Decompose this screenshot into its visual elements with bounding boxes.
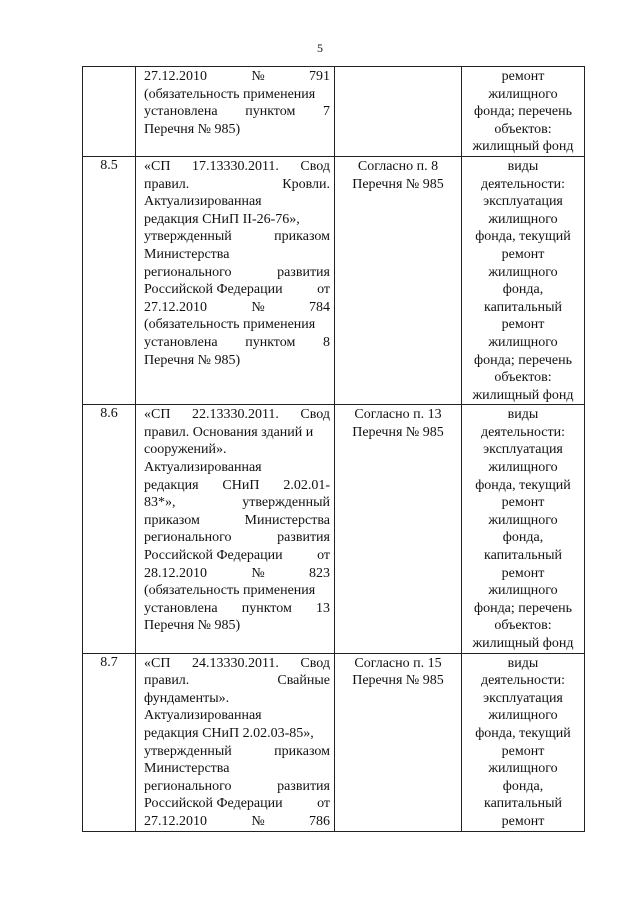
document-word: (обязательность применения (144, 86, 316, 102)
document-line (144, 600, 330, 618)
item-number: 8.5 (100, 157, 118, 173)
scope-line: капитальный (484, 299, 562, 315)
reference-line: Перечня № 985 (352, 424, 444, 440)
scope-line: жилищного (488, 334, 558, 350)
document-line (144, 494, 330, 512)
scope-line: жилищного (488, 211, 558, 227)
table-row (83, 405, 585, 653)
document-word: 27.12.2010 (144, 299, 207, 315)
scope-line: капитальный (484, 548, 562, 564)
document-line (144, 565, 330, 583)
scope-line: объектов: (494, 370, 552, 386)
reference-line: Согласно п. 13 (354, 407, 442, 423)
document-word: Российской Федерации (144, 796, 283, 812)
document-word: 22.13330.2011. (191, 407, 279, 423)
document-word: Российской Федерации (144, 282, 283, 298)
document-word: Актуализированная (144, 708, 262, 724)
document-word: Актуализированная (144, 194, 262, 210)
document-line (144, 193, 330, 211)
scope-line: жилищного (488, 761, 558, 777)
document-word: Свод (300, 407, 330, 423)
document-line (144, 813, 330, 831)
scope-line: жилищного (488, 460, 558, 476)
document-word: 27.12.2010 (144, 813, 207, 829)
document-word: 17.13330.2011. (191, 158, 279, 174)
document-word: развития (277, 264, 330, 280)
scope-line: фонда, текущий (475, 477, 571, 493)
document-word: от (317, 282, 330, 298)
page-number: 5 (317, 41, 323, 55)
document-word: Актуализированная (144, 460, 262, 476)
item-number-cell (83, 405, 136, 653)
document-word: Перечня № 985) (144, 121, 241, 137)
scope-line: ремонт (501, 495, 545, 511)
document-word: 83*», (144, 495, 176, 511)
item-number: 8.6 (100, 406, 118, 422)
document-word: развития (277, 530, 330, 546)
table-row (83, 67, 585, 157)
document-cell (136, 67, 335, 157)
document-line (144, 743, 330, 761)
document-word: утвержденный (242, 495, 330, 511)
document-line (144, 778, 330, 796)
document-line (144, 441, 330, 459)
document-line (144, 264, 330, 282)
scope-line: виды (507, 407, 539, 423)
document-word: установлена (144, 600, 218, 616)
reference-cell (335, 156, 462, 404)
scope-line: жилищный фонд (472, 139, 574, 155)
scope-line: деятельности: (480, 176, 566, 192)
document-word: установлена (144, 104, 218, 120)
document-word: регионального (144, 778, 232, 794)
scope-line: эксплуатация (483, 690, 563, 706)
scope-line: фонда; перечень (474, 104, 572, 120)
scope-line: ремонт (501, 317, 545, 333)
document-word: правил. Основания зданий и (144, 424, 314, 440)
document-word: правил. (144, 673, 190, 689)
scope-line: эксплуатация (483, 442, 563, 458)
scope-cell (462, 67, 585, 157)
scope-line: жилищный фонд (472, 387, 574, 403)
scope-line: ремонт (501, 246, 545, 262)
document-line (144, 512, 330, 530)
scope-line: фонда, текущий (475, 725, 571, 741)
scope-line: фонда; перечень (474, 600, 572, 616)
document-line (144, 477, 330, 495)
scope-line: фонда, (502, 282, 544, 298)
reference-line: Перечня № 985 (352, 176, 444, 192)
document-word: Свод (300, 655, 330, 671)
document-word: приказом (144, 512, 200, 528)
document-word: утвержденный (144, 229, 232, 245)
document-word: регионального (144, 530, 232, 546)
document-line (144, 176, 330, 194)
document-word: Свайные (277, 673, 330, 689)
document-word: приказом (274, 743, 330, 759)
document-line (144, 316, 330, 334)
document-line (144, 424, 330, 442)
item-number-cell (83, 653, 136, 831)
item-number: 8.7 (100, 654, 118, 670)
document-word: 24.13330.2011. (191, 655, 279, 671)
document-word: Министерства (144, 246, 230, 262)
scope-line: капитальный (484, 796, 562, 812)
document-word: от (317, 796, 330, 812)
document-word: Кровли. (282, 176, 330, 192)
document-line (144, 707, 330, 725)
document-word: 2.02.01- (283, 477, 330, 493)
document-word: Министерства (144, 761, 230, 777)
document-word: (обязательность применения (144, 583, 316, 599)
document-word: Перечня № 985) (144, 352, 241, 368)
reference-line: Согласно п. 8 (357, 158, 439, 174)
document-word: 823 (308, 565, 330, 581)
scope-line: эксплуатация (483, 194, 563, 210)
document-line (144, 547, 330, 565)
reference-cell (335, 653, 462, 831)
reference-cell (335, 405, 462, 653)
document-word: 8 (323, 334, 330, 350)
document-word: 13 (316, 600, 330, 616)
document-word: «СП (144, 158, 171, 174)
document-word: пунктом (241, 600, 292, 616)
scope-line: ремонт (501, 743, 545, 759)
scope-line: жилищный фонд (472, 636, 574, 651)
document-line (144, 795, 330, 813)
scope-line: объектов: (494, 121, 552, 137)
document-line (144, 211, 330, 229)
document-word: редакция СНиП II-26-76», (144, 211, 300, 227)
document-word: развития (277, 778, 330, 794)
document-word: 27.12.2010 (144, 69, 207, 84)
document-line (144, 158, 330, 176)
document-line (144, 228, 330, 246)
scope-cell (462, 156, 585, 404)
document-word: 786 (308, 813, 330, 829)
regulations-table (82, 66, 585, 832)
document-word: пунктом (245, 104, 296, 120)
document-word: СНиП (222, 477, 260, 493)
document-word: Свод (300, 158, 330, 174)
document-line (144, 334, 330, 352)
document-line (144, 103, 330, 121)
document-word: приказом (274, 229, 330, 245)
document-word: Российской Федерации (144, 548, 283, 564)
document-word: 7 (323, 104, 330, 120)
document-word: редакция (144, 477, 199, 493)
scope-line: ремонт (501, 565, 545, 581)
document-word: установлена (144, 334, 218, 350)
document-word: № (251, 299, 265, 315)
document-word: фундаменты». (144, 690, 230, 706)
document-word: № (251, 565, 265, 581)
reference-cell (335, 67, 462, 157)
document-word: «СП (144, 407, 171, 423)
document-line (144, 672, 330, 690)
document-line (144, 617, 330, 635)
item-number-cell (83, 67, 136, 157)
table-body (83, 67, 585, 832)
item-number-cell (83, 156, 136, 404)
scope-line: деятельности: (480, 673, 566, 689)
scope-line: виды (507, 158, 539, 174)
document-word: (обязательность применения (144, 317, 316, 333)
document-word: пунктом (245, 334, 296, 350)
scope-line: фонда, текущий (475, 229, 571, 245)
document-line (144, 725, 330, 743)
document-word: регионального (144, 264, 232, 280)
scope-line: фонда, (502, 778, 544, 794)
document-line (144, 529, 330, 547)
document-word: № (251, 69, 265, 84)
table-row (83, 653, 585, 831)
document-word: № (251, 813, 265, 829)
document-line (144, 459, 330, 477)
document-line (144, 246, 330, 264)
document-word: редакция СНиП 2.02.03-85», (144, 725, 314, 741)
document-cell (136, 405, 335, 653)
document-word: Перечня № 985) (144, 618, 241, 634)
document-line (144, 582, 330, 600)
document-line (144, 352, 330, 370)
document-line (144, 121, 330, 139)
document-word: правил. (144, 176, 190, 192)
document-line (144, 655, 330, 673)
table-row (83, 156, 585, 404)
document-word: 791 (308, 69, 330, 84)
scope-line: ремонт (501, 69, 545, 84)
reference-line: Согласно п. 15 (354, 655, 442, 671)
scope-line: жилищного (488, 708, 558, 724)
scope-line: жилищного (488, 583, 558, 599)
document-line (144, 86, 330, 104)
document-line (144, 406, 330, 424)
document-word: 784 (308, 299, 330, 315)
document-word: «СП (144, 655, 171, 671)
document-word: Министерства (244, 512, 330, 528)
document-line (144, 760, 330, 778)
scope-line: жилищного (488, 86, 558, 102)
scope-line: жилищного (488, 512, 558, 528)
scope-line: объектов: (494, 618, 552, 634)
scope-line: деятельности: (480, 424, 566, 440)
scope-cell (462, 653, 585, 831)
scope-line: виды (507, 655, 539, 671)
document-line (144, 299, 330, 317)
document-cell (136, 156, 335, 404)
document-line (144, 281, 330, 299)
reference-line: Перечня № 985 (352, 673, 444, 689)
document-word: 28.12.2010 (144, 565, 207, 581)
document-word: от (317, 548, 330, 564)
document-word: сооружений». (144, 442, 227, 458)
scope-line: ремонт (501, 813, 545, 829)
document-line (144, 690, 330, 708)
scope-cell (462, 405, 585, 653)
document-word: утвержденный (144, 743, 232, 759)
document-cell (136, 653, 335, 831)
scope-line: фонда, (502, 530, 544, 546)
document-line (144, 68, 330, 86)
scope-line: фонда; перечень (474, 352, 572, 368)
scope-line: жилищного (488, 264, 558, 280)
